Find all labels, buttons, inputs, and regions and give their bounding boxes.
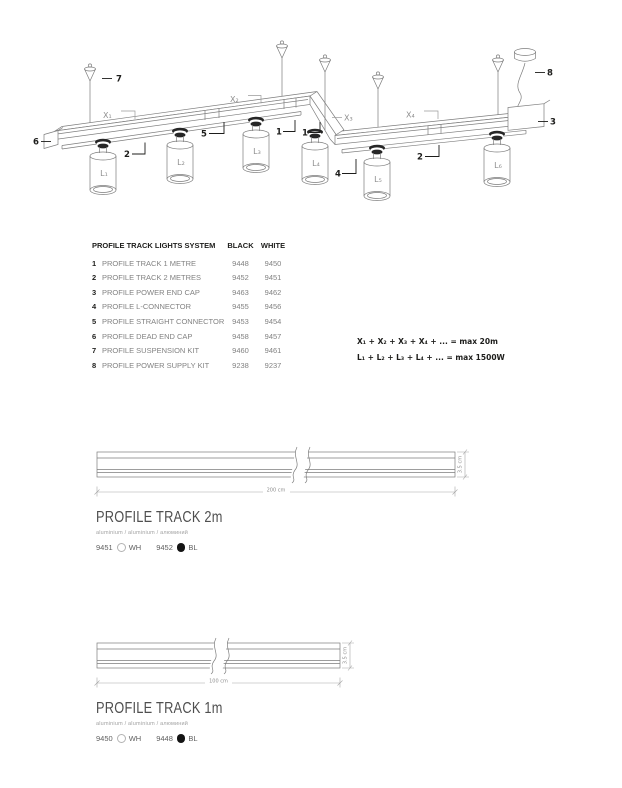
max-length-formula: X₁ + X₂ + X₃ + X₄ + ... = max 20m (357, 337, 498, 346)
track-1m-codes (96, 734, 316, 743)
callout-1: 1 (276, 127, 282, 138)
table-title: PROFILE TRACK LIGHTS SYSTEM (92, 241, 216, 250)
table-row: 1 PROFILE TRACK 1 METRE 9448 9450 (92, 258, 282, 268)
lamp-label: L₃ (253, 147, 261, 156)
white-swatch (117, 543, 126, 552)
track-1m-materials: aluminium / aluminium / алюминий (96, 721, 189, 727)
table-row: 4 PROFILE L-CONNECTOR 9455 9456 (92, 302, 282, 312)
track-2m-drawing (88, 438, 488, 506)
table-row: 7 PROFILE SUSPENSION KIT 9460 9461 (92, 346, 282, 356)
span-label-x4: X₄ (406, 110, 415, 120)
track-run-2 (335, 100, 550, 153)
length-label: 100 cm (209, 678, 228, 685)
spotlight-l2 (167, 128, 193, 184)
span-label-x3: X₃ (344, 113, 353, 123)
power-end-cap (508, 100, 550, 130)
track-1m-title: PROFILE TRACK 1m (96, 700, 223, 717)
track-2m-profile (97, 447, 455, 483)
lamp-label: L₁ (100, 169, 108, 178)
table-row: 6 PROFILE DEAD END CAP 9458 9457 (92, 331, 282, 341)
white-code: 9451 (96, 543, 113, 552)
black-code: 9448 (156, 734, 173, 743)
callout-2: 2 (124, 150, 130, 160)
spotlight-l5 (364, 145, 390, 201)
lamp-label: L₂ (177, 158, 185, 167)
lamp-label: L₄ (312, 159, 320, 168)
track-2m-info (96, 509, 316, 552)
black-swatch (177, 734, 186, 743)
white-swatch (117, 734, 126, 743)
span-label-x2: X₂ (230, 95, 239, 104)
product-table (92, 241, 292, 372)
table-row: 8 PROFILE POWER SUPPLY KIT 9238 9237 (92, 360, 282, 370)
black-label: BL (188, 734, 198, 743)
track-1m-info (96, 700, 316, 743)
system-limits (357, 334, 505, 366)
height-dimension (457, 450, 469, 480)
callout-6: 6 (33, 137, 39, 148)
spotlight-l3 (243, 117, 269, 173)
table-header (92, 241, 292, 256)
height-label: 3.5 cm (457, 455, 464, 474)
suspension-cone (85, 64, 96, 128)
callout-2: 2 (417, 152, 423, 163)
height-dimension (342, 641, 354, 671)
callout-4: 4 (335, 169, 341, 180)
table-row: 2 PROFILE TRACK 2 METRES 9452 9451 (92, 273, 282, 283)
lamp-label: L₆ (494, 161, 502, 170)
suspension-cone (277, 41, 288, 101)
track-run-1 (44, 92, 317, 150)
track-2m-title: PROFILE TRACK 2m (96, 509, 223, 526)
white-code: 9450 (96, 734, 113, 743)
track-2m-materials: aluminium / aluminium / алюминий (96, 530, 189, 536)
callout-3: 3 (550, 117, 556, 128)
black-label: BL (188, 543, 198, 552)
table-row: 5 PROFILE STRAIGHT CONNECTOR 9453 9454 (92, 316, 282, 326)
max-power-formula: L₁ + L₂ + L₃ + L₄ + ... = max 1500W (357, 353, 505, 362)
black-swatch (177, 543, 186, 552)
track-1m-drawing (88, 628, 488, 696)
spotlight-l1 (90, 139, 116, 195)
height-label: 3.5 cm (342, 646, 349, 665)
callout-5: 5 (201, 129, 207, 140)
length-dimension (95, 486, 458, 497)
suspension-cone (493, 55, 504, 120)
track-1m-profile (97, 638, 340, 674)
callout-7: 7 (116, 74, 122, 85)
spotlight-l6 (484, 131, 510, 187)
suspension-cone (373, 72, 384, 133)
white-label: WH (128, 543, 142, 552)
span-label-x1: X₁ (103, 111, 112, 120)
table-row: 3 PROFILE POWER END CAP 9463 9462 (92, 287, 282, 297)
lamp-label: L₅ (374, 175, 382, 184)
column-black: BLACK (227, 241, 254, 250)
black-code: 9452 (156, 543, 173, 552)
track-system-diagram (0, 0, 622, 230)
length-dimension (95, 677, 343, 688)
track-2m-codes (96, 543, 316, 552)
white-label: WH (128, 734, 142, 743)
callout-8: 8 (547, 68, 553, 79)
column-white: WHITE (260, 241, 286, 250)
length-label: 200 cm (266, 487, 286, 494)
callout-1: 1 (302, 128, 308, 139)
